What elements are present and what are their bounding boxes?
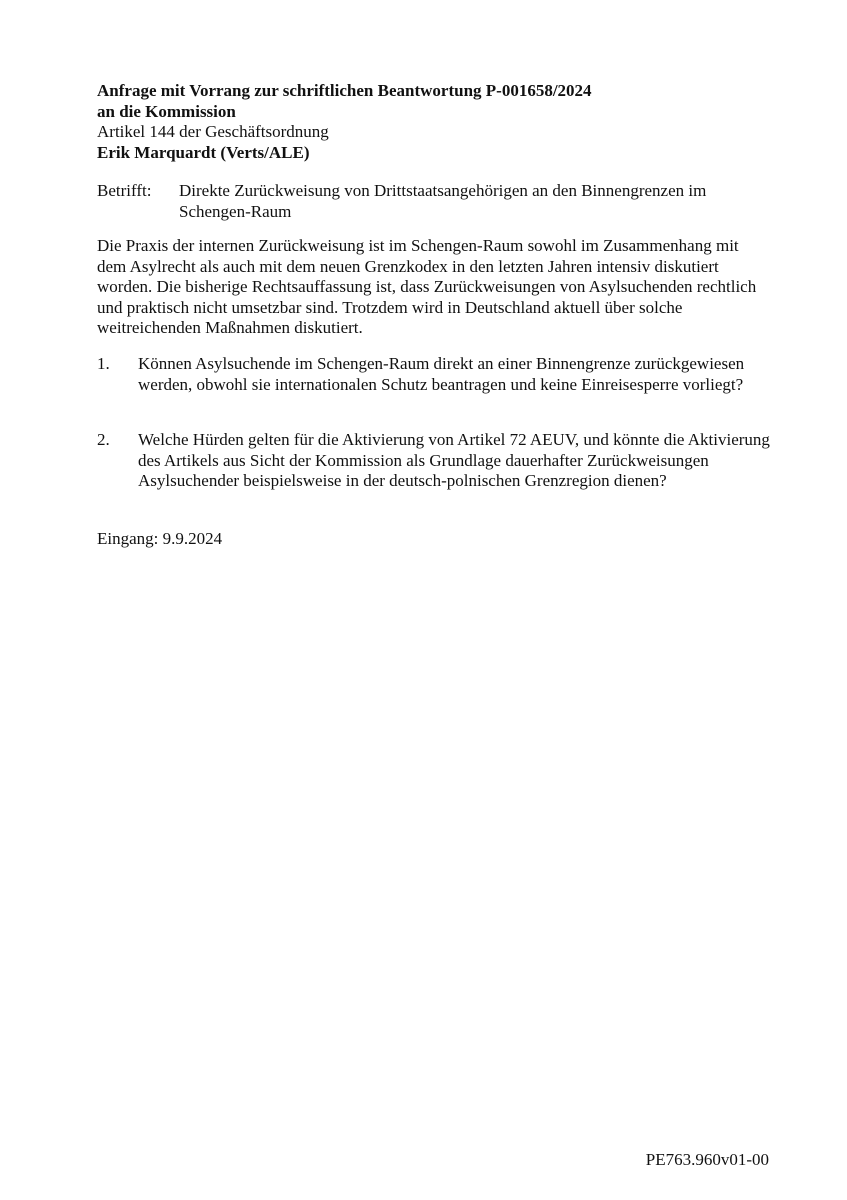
document-reference: PE763.960v01-00 [645,1150,769,1169]
document-header [97,81,777,163]
question-text: Welche Hürden gelten für die Aktivierung von Artikel 72 AEUV, und könnte die Aktivierung des Artikels aus Sicht der Kommission als Grundlage dauerhafter Zurückweisungen Asylsuchender beispielsweise in der deutsch-polnischen Grenzregion dienen? [138,430,770,490]
received-date: Eingang: 9.9.2024 [97,529,223,548]
question-title: Anfrage mit Vorrang zur schriftlichen Beantwortung P-001658/2024 [97,81,592,100]
subject-text: Direkte Zurückweisung von Drittstaatsangehörigen an den Binnengrenzen im Schengen-Raum [179,181,707,221]
rule-reference: Artikel 144 der Geschäftsordnung [97,122,329,141]
question-text: Können Asylsuchende im Schengen-Raum direkt an einer Binnengrenze zurückgewiesen werden, obwohl sie internationalen Schutz beantragen und keine Einreisesperre vorliegt? [138,354,745,394]
question-number: 1. [97,354,110,373]
addressee: an die Kommission [97,101,236,121]
intro-paragraph: Die Praxis der internen Zurückweisung ist im Schengen-Raum sowohl im Zusammenhang mit dem Asylrecht als auch mit dem neuen Grenzkodex in den letzten Jahren intensiv diskutiert worden. Die bisherige Rechtsauffassung ist, dass Zurückweisungen von Asylsuchenden rechtlich und praktisch nicht umsetzbar sind. Trotzdem wird in Deutschland aktuell über solche weitreichenden Maßnahmen diskutiert. [97,236,757,337]
question-number: 2. [97,430,110,449]
subject-label: Betrifft: [97,181,152,200]
author: Erik Marquardt (Verts/ALE) [97,142,310,162]
